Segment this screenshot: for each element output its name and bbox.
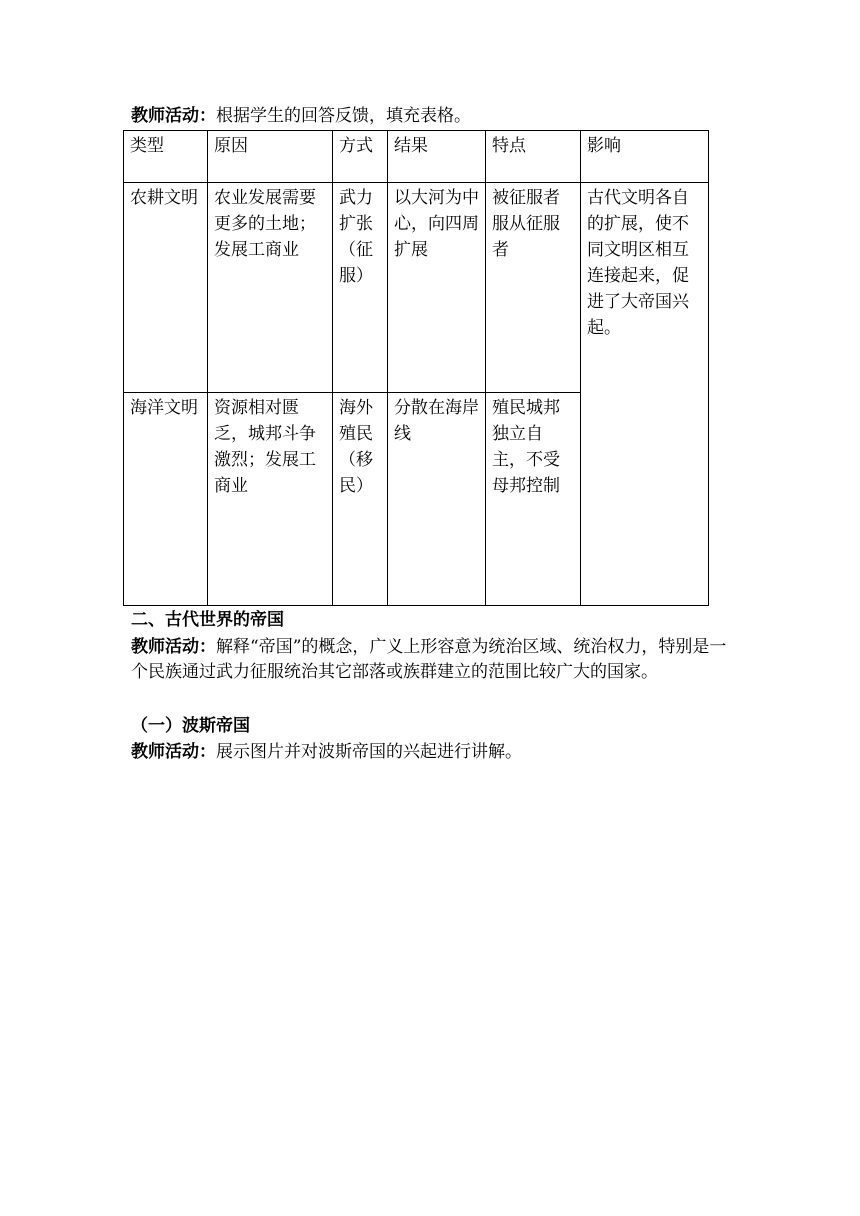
header-method: 方式 (333, 131, 388, 183)
cell-reason: 农业发展需要更多的土地；发展工商业 (208, 183, 333, 393)
header-feature: 特点 (486, 131, 581, 183)
activity-text: 展示图片并对波斯帝国的兴起进行讲解。 (216, 742, 522, 762)
cell-feature: 殖民城邦独立自主，不受母邦控制 (486, 393, 581, 606)
section-paragraph (131, 635, 731, 685)
intro-text: 根据学生的回答反馈，填充表格。 (216, 106, 471, 126)
cell-result: 分散在海岸线 (388, 393, 486, 606)
cell-result: 以大河为中心，向四周扩展 (388, 183, 486, 393)
header-result: 结果 (388, 131, 486, 183)
activity-text: 解释“帝国”的概念，广义上形容意为统治区域、统治权力，特别是一个民族通过武力征服统治其它部落或族群建立的范围比较广大的国家。 (131, 637, 727, 682)
header-reason: 原因 (208, 131, 333, 183)
subsection-activity (131, 739, 522, 765)
activity-label: 教师活动： (131, 637, 216, 657)
civilization-table (123, 130, 709, 606)
intro-label: 教师活动： (131, 106, 216, 126)
cell-method: 武力扩张（征服） (333, 183, 388, 393)
cell-type: 海洋文明 (124, 393, 208, 606)
cell-feature: 被征服者服从征服者 (486, 183, 581, 393)
cell-method: 海外殖民（移民） (333, 393, 388, 606)
intro-line (131, 103, 471, 129)
header-type: 类型 (124, 131, 208, 183)
table-row (124, 183, 709, 393)
section-heading: 二、古代世界的帝国 (131, 610, 284, 630)
subsection-heading: （一）波斯帝国 (131, 716, 250, 736)
table-header-row (124, 131, 709, 183)
cell-impact: 古代文明各自的扩展，使不同文明区相互连接起来，促进了大帝国兴起。 (581, 183, 709, 606)
activity-label: 教师活动： (131, 742, 216, 762)
cell-type: 农耕文明 (124, 183, 208, 393)
cell-reason: 资源相对匮乏，城邦斗争激烈；发展工商业 (208, 393, 333, 606)
header-impact: 影响 (581, 131, 709, 183)
